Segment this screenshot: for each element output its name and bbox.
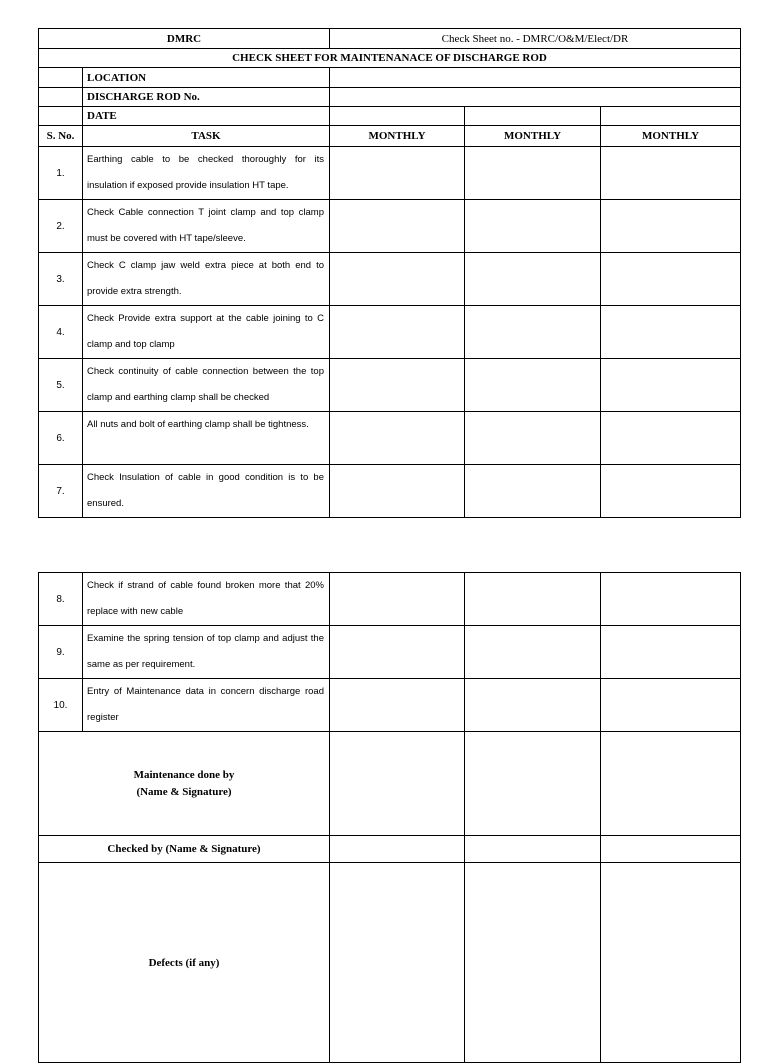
discharge-rod-label: DISCHARGE ROD No.: [83, 88, 330, 107]
monthly-entry-2[interactable]: [465, 679, 601, 732]
maintenance-sign-1[interactable]: [330, 732, 465, 836]
monthly-entry-2[interactable]: [465, 626, 601, 679]
table-row: [39, 306, 741, 359]
discharge-rod-field[interactable]: [330, 88, 741, 107]
sheet-title: CHECK SHEET FOR MAINTENANACE OF DISCHARGE ROD: [39, 49, 741, 68]
defects-label: Defects (if any): [39, 863, 330, 1063]
task-number: 5.: [39, 359, 83, 412]
table-row: [39, 465, 741, 518]
monthly-entry-3[interactable]: [601, 465, 741, 518]
monthly-entry-3[interactable]: [601, 253, 741, 306]
monthly-entry-1[interactable]: [330, 573, 465, 626]
blank-cell: [39, 107, 83, 126]
table-row: [39, 147, 741, 200]
task-text: Check Insulation of cable in good condition is to be ensured.: [83, 465, 330, 518]
task-text: Earthing cable to be checked thoroughly for its insulation if exposed provide insulation HT tape.: [83, 147, 330, 200]
monthly-entry-2[interactable]: [465, 359, 601, 412]
task-text: Check continuity of cable connection between the top clamp and earthing clamp shall be checked: [83, 359, 330, 412]
task-text: Check Cable connection T joint clamp and top clamp must be covered with HT tape/sleeve.: [83, 200, 330, 253]
date-field-1[interactable]: [330, 107, 465, 126]
table-row: [39, 626, 741, 679]
check-sheet-number: Check Sheet no. - DMRC/O&M/Elect/DR: [330, 29, 741, 49]
blank-cell: [39, 88, 83, 107]
task-number: 6.: [39, 412, 83, 465]
monthly-entry-2[interactable]: [465, 253, 601, 306]
task-number: 3.: [39, 253, 83, 306]
task-text: Entry of Maintenance data in concern discharge road register: [83, 679, 330, 732]
table-row: [39, 573, 741, 626]
task-number: 2.: [39, 200, 83, 253]
maintenance-sign-2[interactable]: [465, 732, 601, 836]
task-text: Check if strand of cable found broken more that 20% replace with new cable: [83, 573, 330, 626]
maintenance-done-by-text: Maintenance done by: [133, 768, 235, 781]
monthly-entry-1[interactable]: [330, 412, 465, 465]
monthly-entry-1[interactable]: [330, 359, 465, 412]
task-number: 7.: [39, 465, 83, 518]
monthly-entry-3[interactable]: [601, 679, 741, 732]
monthly-entry-3[interactable]: [601, 306, 741, 359]
monthly-entry-2[interactable]: [465, 147, 601, 200]
check-sheet-table-page1: [38, 28, 741, 518]
table-row: [39, 200, 741, 253]
monthly-header-3: MONTHLY: [601, 126, 741, 147]
monthly-entry-3[interactable]: [601, 412, 741, 465]
monthly-entry-2[interactable]: [465, 412, 601, 465]
monthly-entry-1[interactable]: [330, 626, 465, 679]
monthly-entry-1[interactable]: [330, 147, 465, 200]
blank-cell: [39, 68, 83, 88]
monthly-header-1: MONTHLY: [330, 126, 465, 147]
defects-entry-1[interactable]: [330, 863, 465, 1063]
monthly-entry-3[interactable]: [601, 200, 741, 253]
task-number: 8.: [39, 573, 83, 626]
maintenance-sign-3[interactable]: [601, 732, 741, 836]
checked-by-sign-2[interactable]: [465, 836, 601, 863]
defects-entry-2[interactable]: [465, 863, 601, 1063]
monthly-entry-3[interactable]: [601, 626, 741, 679]
table-row: [39, 359, 741, 412]
location-label: LOCATION: [83, 68, 330, 88]
checked-by-sign-1[interactable]: [330, 836, 465, 863]
table-row: [39, 679, 741, 732]
monthly-entry-1[interactable]: [330, 306, 465, 359]
task-text: All nuts and bolt of earthing clamp shall be tightness.: [83, 412, 330, 465]
task-number: 10.: [39, 679, 83, 732]
monthly-entry-2[interactable]: [465, 465, 601, 518]
table-row: [39, 253, 741, 306]
date-label: DATE: [83, 107, 330, 126]
monthly-entry-2[interactable]: [465, 200, 601, 253]
org-name: DMRC: [39, 29, 330, 49]
monthly-entry-2[interactable]: [465, 306, 601, 359]
monthly-entry-1[interactable]: [330, 253, 465, 306]
monthly-entry-1[interactable]: [330, 679, 465, 732]
monthly-header-2: MONTHLY: [465, 126, 601, 147]
table-row: [39, 412, 741, 465]
monthly-entry-3[interactable]: [601, 359, 741, 412]
task-text: Check C clamp jaw weld extra piece at both end to provide extra strength.: [83, 253, 330, 306]
maintenance-done-by-label: [39, 732, 330, 836]
monthly-entry-1[interactable]: [330, 465, 465, 518]
monthly-entry-3[interactable]: [601, 573, 741, 626]
checked-by-sign-3[interactable]: [601, 836, 741, 863]
task-number: 1.: [39, 147, 83, 200]
monthly-entry-3[interactable]: [601, 147, 741, 200]
location-field[interactable]: [330, 68, 741, 88]
task-text: Examine the spring tension of top clamp and adjust the same as per requirement.: [83, 626, 330, 679]
monthly-entry-1[interactable]: [330, 200, 465, 253]
task-text: Check Provide extra support at the cable joining to C clamp and top clamp: [83, 306, 330, 359]
date-field-3[interactable]: [601, 107, 741, 126]
task-number: 9.: [39, 626, 83, 679]
monthly-entry-2[interactable]: [465, 573, 601, 626]
task-number: 4.: [39, 306, 83, 359]
check-sheet-table-page2: [38, 572, 741, 1063]
checked-by-label: Checked by (Name & Signature): [39, 836, 330, 863]
maintenance-signature-text: (Name & Signature): [136, 785, 232, 798]
task-header: TASK: [83, 126, 330, 147]
defects-entry-3[interactable]: [601, 863, 741, 1063]
date-field-2[interactable]: [465, 107, 601, 126]
sno-header: S. No.: [39, 126, 83, 147]
